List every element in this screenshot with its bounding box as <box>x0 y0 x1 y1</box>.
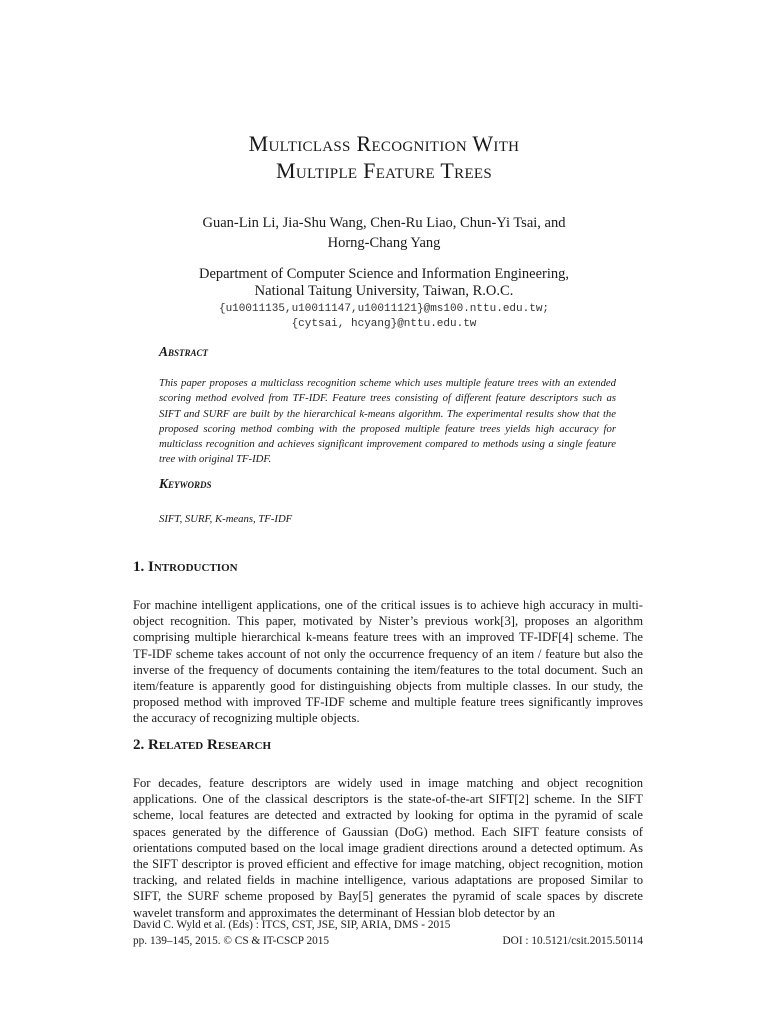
author-list <box>120 213 648 253</box>
section-body-introduction: For machine intelligent applications, one of the critical issues is to achieve high accuracy in multi-object recognition. This paper, motivated by Nister’s previous work[3], proposes an algorithm comprising multiple hierarchical k-means feature trees with an improved TF-IDF[4] scheme. The TF-IDF scheme takes account of not only the occurrence frequency of an item / feature but also the inverse of the frequency of documents containing the item/features to the total document. Such an item/feature is apparently good for distinguishing objects from multiple classes. In our study, the proposed method with improved TF-IDF scheme and multiple feature trees significantly improves the accuracy of recognizing multiple objects. <box>133 598 643 726</box>
section-body-related-research: For decades, feature descriptors are widely used in image matching and object recognition applications. One of the classical descriptors is the state-of-the-art SIFT[2] scheme. In the SIFT scheme, local features are detected and extracted by looking for optima in the pyramid of scale spaces generated by the difference of Gaussian (DoG) method. Each SIFT feature consists of orientations computed based on the local image gradient directions around a detected optimum. As the SIFT descriptor is proved efficient and effective for image matching, object recognition, motion tracking, and related fields in machine intelligence, various adaptations are proposed Similar to SIFT, the SURF scheme proposed by Bay[5] generates the pyramid of scale spaces by discrete wavelet transform and approximates the determinant of Hessian blob detector by an <box>133 776 643 920</box>
footer-doi: DOI : 10.5121/csit.2015.50114 <box>502 935 643 947</box>
affiliation <box>120 266 648 300</box>
section-heading-introduction: 1. Introduction <box>133 559 238 575</box>
authors-line-2: Horng-Chang Yang <box>327 235 441 251</box>
email-line-2: {cytsai, hcyang}@nttu.edu.tw <box>291 318 477 330</box>
email-line-1: {u10011135,u10011147,u10011121}@ms100.nttu.edu.tw; <box>218 303 550 315</box>
footer-pages: pp. 139–145, 2015. © CS & IT-CSCP 2015 <box>133 935 330 947</box>
keywords-heading: Keywords <box>159 476 212 491</box>
title-line-2: Multiple Feature Trees <box>275 158 493 183</box>
section-heading-related-research: 2. Related Research <box>133 737 272 753</box>
affiliation-line-2: National Taitung University, Taiwan, R.O.C. <box>254 283 514 299</box>
authors-line-1: Guan-Lin Li, Jia-Shu Wang, Chen-Ru Liao, Chun-Yi Tsai, and <box>202 215 566 231</box>
footer-row <box>133 933 643 949</box>
keywords-body: SIFT, SURF, K-means, TF-IDF <box>159 513 293 525</box>
abstract-body: This paper proposes a multiclass recognition scheme which uses multiple feature trees with an extended scoring method evolved from TF-IDF. Feature trees consisting of different feature descriptors such as SIFT and SURF are built by the hierarchical k-means algorithm. The experimental results show that the proposed scoring method combing with the proposed multiple feature trees yields high accuracy for multiclass recognition and achieves significant improvement compared to methods using a single feature tree with original TF-IDF. <box>159 377 616 466</box>
footer-citation: David C. Wyld et al. (Eds) : ITCS, CST, JSE, SIP, ARIA, DMS - 2015 <box>133 919 451 931</box>
title-line-1: Multiclass Recognition With <box>248 131 520 156</box>
abstract-heading: Abstract <box>159 344 209 359</box>
paper-title <box>0 130 768 184</box>
author-emails <box>120 302 648 332</box>
page-footer <box>133 917 643 949</box>
affiliation-line-1: Department of Computer Science and Information Engineering, <box>198 266 570 282</box>
